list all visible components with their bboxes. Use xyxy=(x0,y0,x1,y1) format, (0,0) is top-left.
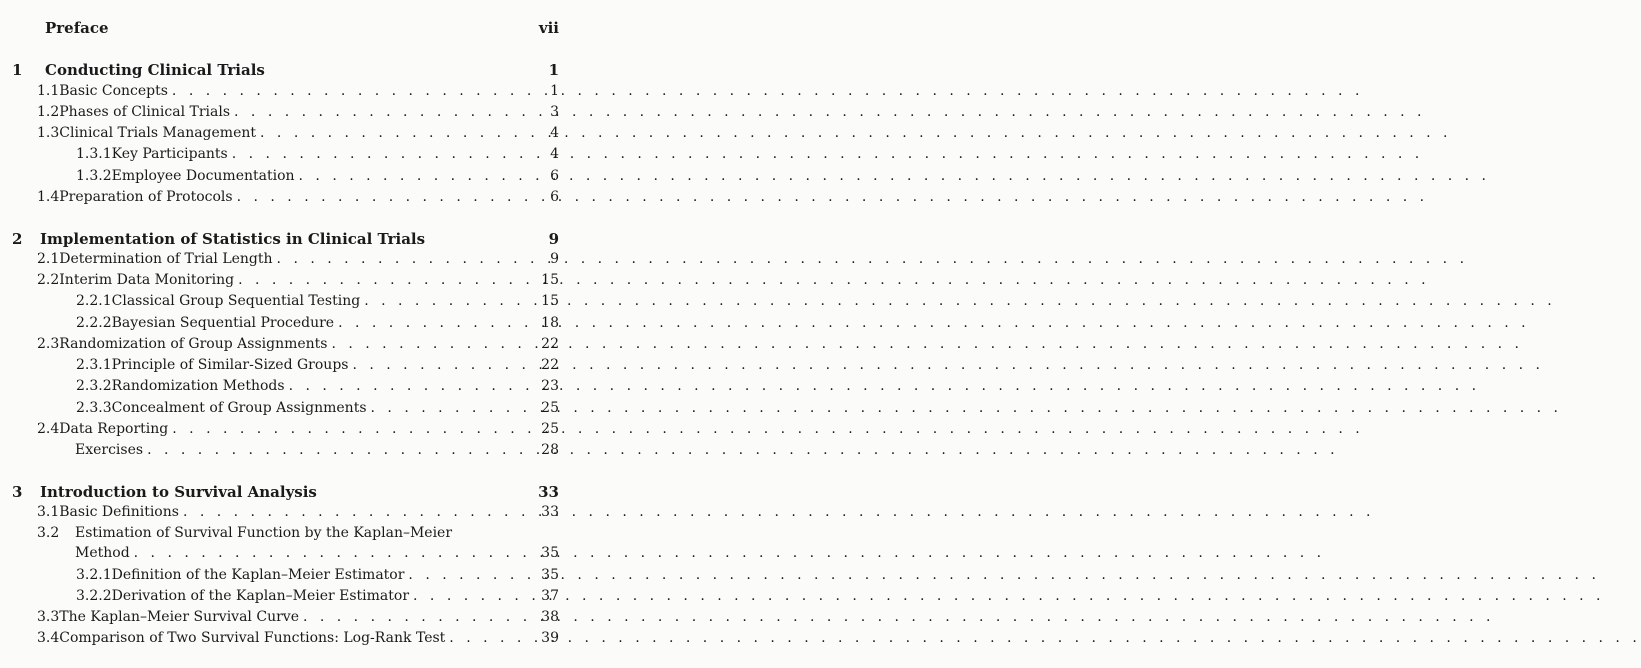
toc-chapter-page: 9 xyxy=(548,230,559,248)
toc-chapter-title: Conducting Clinical Trials xyxy=(45,61,265,79)
toc-subentry xyxy=(0,588,579,608)
toc-entry-number: 1.3.1 xyxy=(76,146,112,162)
toc-chapter-title: Introduction to Survival Analysis xyxy=(40,483,317,501)
toc-subentry xyxy=(0,400,579,420)
toc-entry-title: Randomization Methods xyxy=(111,378,285,394)
toc-entry xyxy=(0,609,579,629)
toc-entry-title: Concealment of Group Assignments xyxy=(111,400,367,416)
toc-entry-title-continued: Method xyxy=(75,545,130,561)
toc-chapter-number: 3 xyxy=(12,483,23,501)
toc-entry-page: 9 xyxy=(550,251,559,267)
toc-chapter-number: 1 xyxy=(12,61,23,79)
toc-leader-dots xyxy=(413,588,537,604)
toc-entry-title: Clinical Trials Management xyxy=(59,125,257,141)
toc-entry xyxy=(0,83,579,103)
toc-leader-dots xyxy=(338,315,537,331)
toc-entry-title: Randomization of Group Assignments xyxy=(59,336,328,352)
toc-chapter-number: 2 xyxy=(12,230,23,248)
toc-entry-number: 1.4 xyxy=(37,189,60,205)
toc-leader-dots xyxy=(371,400,538,416)
toc-entry-number: 2.3.1 xyxy=(76,357,112,373)
toc-leader-dots xyxy=(232,146,546,162)
toc-entry-number: 3.2.1 xyxy=(76,567,112,583)
toc-entry-page: 18 xyxy=(541,315,559,331)
toc-entry xyxy=(0,442,579,462)
toc-subentry xyxy=(0,146,579,166)
toc-entry xyxy=(0,630,579,650)
toc-leader-dots xyxy=(408,567,537,583)
toc-entry-number: 2.3 xyxy=(37,336,60,352)
toc-entry-title: Bayesian Sequential Procedure xyxy=(111,315,335,331)
toc-entry-page: 35 xyxy=(541,545,559,561)
toc-entry-number: 2.2.2 xyxy=(76,315,112,331)
toc-entry-title: Comparison of Two Survival Functions: Log-Rank Test xyxy=(59,630,446,646)
toc-entry-title: Preparation of Protocols xyxy=(59,189,233,205)
toc-entry-title: Exercises xyxy=(75,442,144,458)
toc-preface-title: Preface xyxy=(45,19,109,37)
toc-chapter-page: 1 xyxy=(548,61,559,79)
toc-entry-page: 15 xyxy=(541,293,559,309)
toc-entry-continuation xyxy=(0,545,579,565)
toc-leader-dots xyxy=(364,293,537,309)
toc-entry-title: Definition of the Kaplan–Meier Estimator xyxy=(111,567,405,583)
toc-entry-page: 6 xyxy=(550,168,559,184)
toc-entry xyxy=(0,272,579,292)
table-of-contents xyxy=(0,0,579,668)
toc-entry-page: 38 xyxy=(541,609,559,625)
toc-preface-page: vii xyxy=(538,19,559,37)
toc-entry-title: Derivation of the Kaplan–Meier Estimator xyxy=(111,588,410,604)
toc-entry-title: Determination of Trial Length xyxy=(59,251,273,267)
toc-leader-dots xyxy=(234,104,546,120)
toc-entry-title: Interim Data Monitoring xyxy=(59,272,235,288)
toc-entry-title: The Kaplan–Meier Survival Curve xyxy=(59,609,299,625)
toc-chapter xyxy=(0,230,579,250)
toc-chapter xyxy=(0,483,579,503)
toc-leader-dots xyxy=(277,251,547,267)
toc-subentry xyxy=(0,168,579,188)
toc-leader-dots xyxy=(183,504,537,520)
toc-entry xyxy=(0,504,579,524)
toc-entry-page: 37 xyxy=(541,588,559,604)
toc-entry-page: 25 xyxy=(541,400,559,416)
toc-entry-title: Basic Concepts xyxy=(59,83,168,99)
toc-entry-number: 3.3 xyxy=(37,609,60,625)
toc-entry-page: 6 xyxy=(550,189,559,205)
toc-entry-number: 2.4 xyxy=(37,421,60,437)
toc-subentry xyxy=(0,357,579,377)
toc-entry-number: 1.2 xyxy=(37,104,60,120)
toc-leader-dots xyxy=(331,336,537,352)
toc-entry xyxy=(0,525,579,545)
toc-entry-number: 2.3.2 xyxy=(76,378,112,394)
toc-chapter-page: 33 xyxy=(538,483,559,501)
toc-leader-dots xyxy=(134,545,538,561)
toc-leader-dots xyxy=(238,272,537,288)
toc-entry-number: 2.3.3 xyxy=(76,400,112,416)
toc-entry-page: 33 xyxy=(541,504,559,520)
toc-entry-number: 2.2 xyxy=(37,272,60,288)
toc-entry-page: 25 xyxy=(541,421,559,437)
toc-leader-dots xyxy=(289,378,538,394)
toc-leader-dots xyxy=(172,421,537,437)
toc-entry-page: 22 xyxy=(541,357,559,373)
toc-entry-number: 3.2 xyxy=(37,525,60,541)
toc-entry-page: 4 xyxy=(550,146,559,162)
toc-entry xyxy=(0,189,579,209)
toc-subentry xyxy=(0,315,579,335)
toc-entry-page: 1 xyxy=(550,83,559,99)
toc-leader-dots xyxy=(299,168,547,184)
toc-subentry xyxy=(0,378,579,398)
toc-entry-title: Employee Documentation xyxy=(111,168,295,184)
toc-leader-dots xyxy=(237,189,546,205)
toc-entry-number: 2.1 xyxy=(37,251,60,267)
toc-entry-page: 28 xyxy=(541,442,559,458)
toc-leader-dots xyxy=(147,442,537,458)
toc-entry-number: 1.3 xyxy=(37,125,60,141)
toc-entry-number: 3.4 xyxy=(37,630,60,646)
toc-entry-page: 15 xyxy=(541,272,559,288)
toc-preface xyxy=(0,19,579,39)
toc-subentry xyxy=(0,293,579,313)
toc-entry-page: 23 xyxy=(541,378,559,394)
toc-entry-title: Basic Definitions xyxy=(59,504,179,520)
toc-entry-number: 2.2.1 xyxy=(76,293,112,309)
toc-entry xyxy=(0,421,579,441)
toc-entry xyxy=(0,125,579,145)
toc-entry-page: 35 xyxy=(541,567,559,583)
toc-entry-page: 22 xyxy=(541,336,559,352)
toc-entry xyxy=(0,251,579,271)
toc-entry-number: 3.1 xyxy=(37,504,60,520)
toc-leader-dots xyxy=(172,83,546,99)
toc-leader-dots xyxy=(260,125,546,141)
toc-subentry xyxy=(0,567,579,587)
toc-entry-page: 3 xyxy=(550,104,559,120)
toc-chapter-title: Implementation of Statistics in Clinical Trials xyxy=(40,230,426,248)
toc-entry-title: Phases of Clinical Trials xyxy=(59,104,231,120)
toc-entry-page: 39 xyxy=(541,630,559,646)
toc-entry-number: 1.3.2 xyxy=(76,168,112,184)
toc-leader-dots xyxy=(303,609,537,625)
toc-entry-title: Estimation of Survival Function by the Kaplan–Meier xyxy=(75,525,453,541)
toc-entry-number: 1.1 xyxy=(37,83,60,99)
toc-entry xyxy=(0,336,579,356)
toc-entry-title: Key Participants xyxy=(111,146,228,162)
toc-entry-title: Data Reporting xyxy=(59,421,169,437)
toc-leader-dots xyxy=(449,630,537,646)
toc-leader-dots xyxy=(352,357,537,373)
toc-entry-title: Classical Group Sequential Testing xyxy=(111,293,361,309)
toc-entry-page: 4 xyxy=(550,125,559,141)
toc-entry-title: Principle of Similar-Sized Groups xyxy=(111,357,349,373)
toc-chapter xyxy=(0,61,579,81)
toc-entry-number: 3.2.2 xyxy=(76,588,112,604)
toc-entry xyxy=(0,104,579,124)
